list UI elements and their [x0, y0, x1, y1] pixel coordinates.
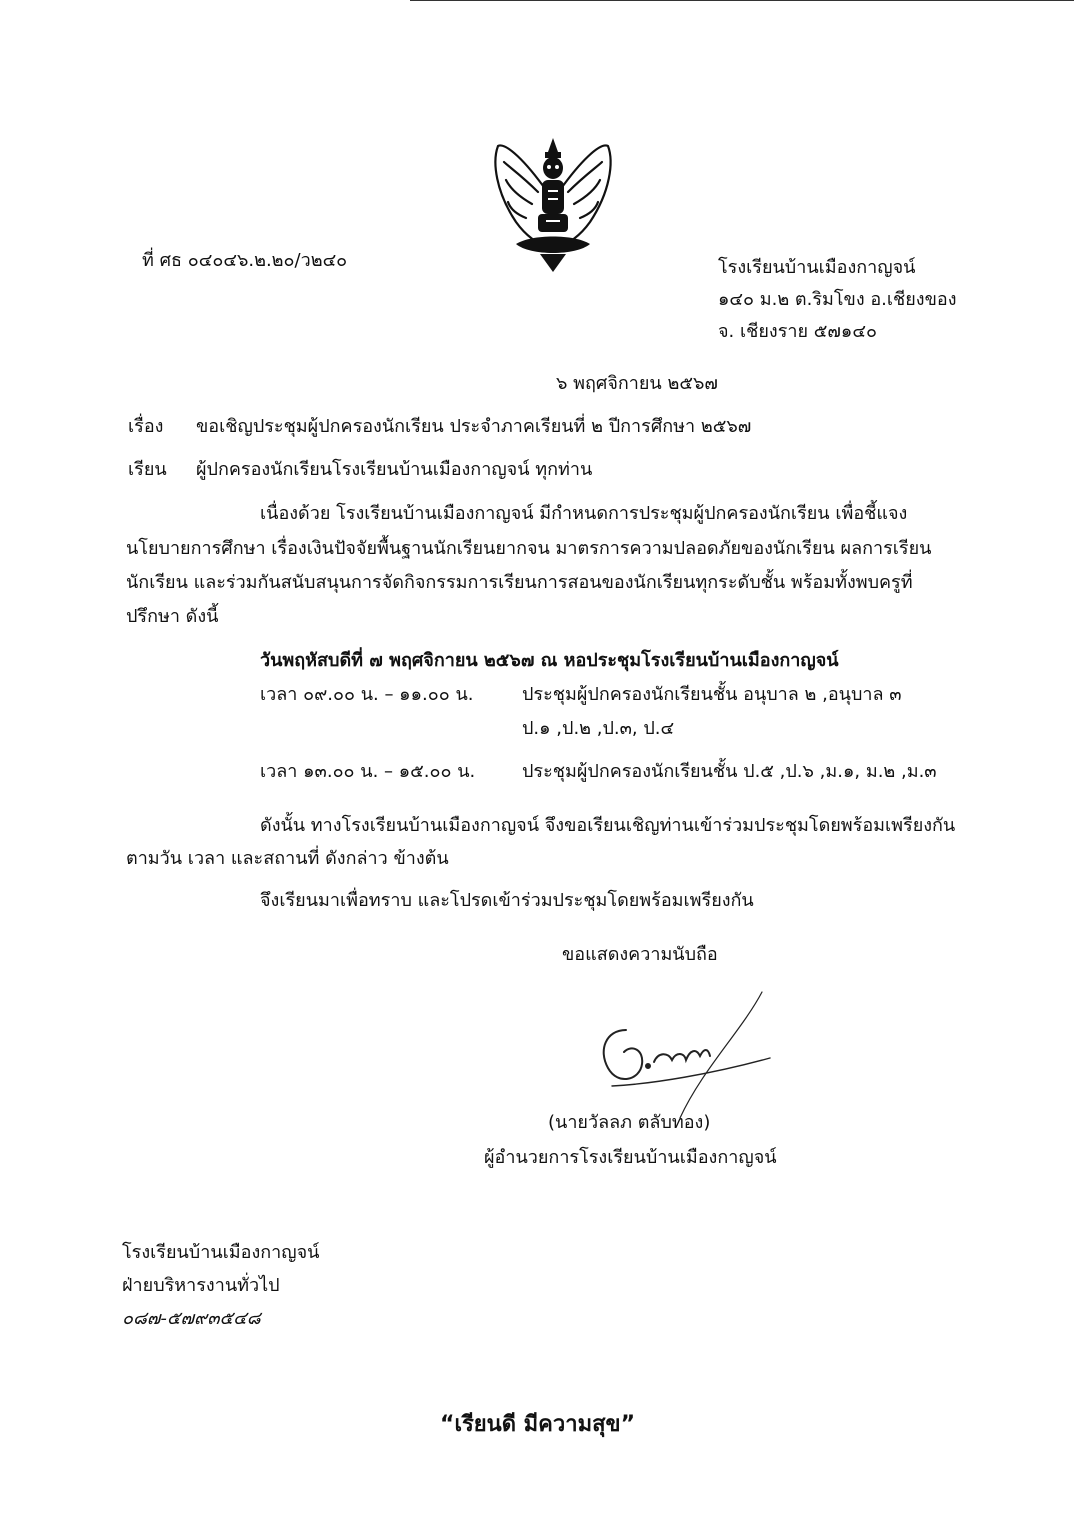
school-address-line1: ๑๔๐ ม.๒ ต.ริมโขง อ.เชียงของ — [718, 289, 957, 310]
closing-salutation: ขอแสดงความนับถือ — [562, 944, 718, 965]
signer-title: ผู้อำนวยการโรงเรียนบ้านเมืองกาญจน์ — [484, 1147, 777, 1168]
signer-name: (นายวัลลภ ตลับทอง) — [548, 1112, 711, 1133]
top-border-line — [410, 0, 1074, 1]
body-para2-line: ตามวัน เวลา และสถานที่ ดังกล่าว ข้างต้น — [126, 848, 449, 869]
body-para3: จึงเรียนมาเพื่อทราบ และโปรดเข้าร่วมประชุมโดยพร้อมเพรียงกัน — [260, 890, 754, 911]
footer-phone: ๐๘๗-๕๗๙๓๕๔๘ — [122, 1308, 261, 1329]
schedule-detail: ประชุมผู้ปกครองนักเรียนชั้น อนุบาล ๒ ,อนุบาล ๓ — [522, 684, 902, 705]
recipient-label: เรียน — [128, 459, 167, 480]
school-motto: “เรียนดี มีความสุข” — [440, 1412, 636, 1437]
body-para1-line: นักเรียน และร่วมกันสนับสนุนการจัดกิจกรรมการเรียนการสอนของนักเรียนทุกระดับชั้น พร้อมทั้งพบครูที่ — [126, 572, 913, 593]
footer-section: ฝ่ายบริหารงานทั่วไป — [122, 1275, 280, 1296]
school-address-line2: จ. เชียงราย ๕๗๑๔๐ — [718, 321, 877, 342]
schedule-time: เวลา ๐๙.๐๐ น. – ๑๑.๐๐ น. — [260, 684, 474, 705]
school-name: โรงเรียนบ้านเมืองกาญจน์ — [718, 257, 916, 278]
schedule-detail: ประชุมผู้ปกครองนักเรียนชั้น ป.๕ ,ป.๖ ,ม.๑, ม.๒ ,ม.๓ — [522, 761, 937, 782]
body-para1-line: นโยบายการศึกษา เรื่องเงินปัจจัยพื้นฐานนักเรียนยากจน มาตรการความปลอดภัยของนักเรียน ผลการเรียน — [126, 538, 932, 559]
body-para1-line: ปรึกษา ดังนี้ — [126, 606, 219, 627]
handwritten-signature — [592, 990, 772, 1120]
body-para1-line: เนื่องด้วย โรงเรียนบ้านเมืองกาญจน์ มีกำหนดการประชุมผู้ปกครองนักเรียน เพื่อชี้แจง — [260, 503, 908, 524]
schedule-detail: ป.๑ ,ป.๒ ,ป.๓, ป.๔ — [522, 718, 675, 739]
subject-label: เรื่อง — [128, 416, 164, 437]
schedule-time: เวลา ๑๓.๐๐ น. – ๑๕.๐๐ น. — [260, 761, 476, 782]
recipient-text: ผู้ปกครองนักเรียนโรงเรียนบ้านเมืองกาญจน์ ทุกท่าน — [196, 459, 593, 480]
reference-number: ที่ ศธ ๐๔๐๔๖.๒.๒๐/ว๒๔๐ — [142, 250, 348, 271]
garuda-emblem-icon — [486, 132, 620, 278]
body-para2-line: ดังนั้น ทางโรงเรียนบ้านเมืองกาญจน์ จึงขอเรียนเชิญท่านเข้าร่วมประชุมโดยพร้อมเพรียงกัน — [260, 815, 956, 836]
footer-school: โรงเรียนบ้านเมืองกาญจน์ — [122, 1242, 320, 1263]
letter-date: ๖ พฤศจิกายน ๒๕๖๗ — [556, 373, 718, 394]
subject-text: ขอเชิญประชุมผู้ปกครองนักเรียน ประจำภาคเรียนที่ ๒ ปีการศึกษา ๒๕๖๗ — [196, 416, 752, 437]
meeting-heading: วันพฤหัสบดีที่ ๗ พฤศจิกายน ๒๕๖๗ ณ หอประชุมโรงเรียนบ้านเมืองกาญจน์ — [260, 650, 839, 671]
